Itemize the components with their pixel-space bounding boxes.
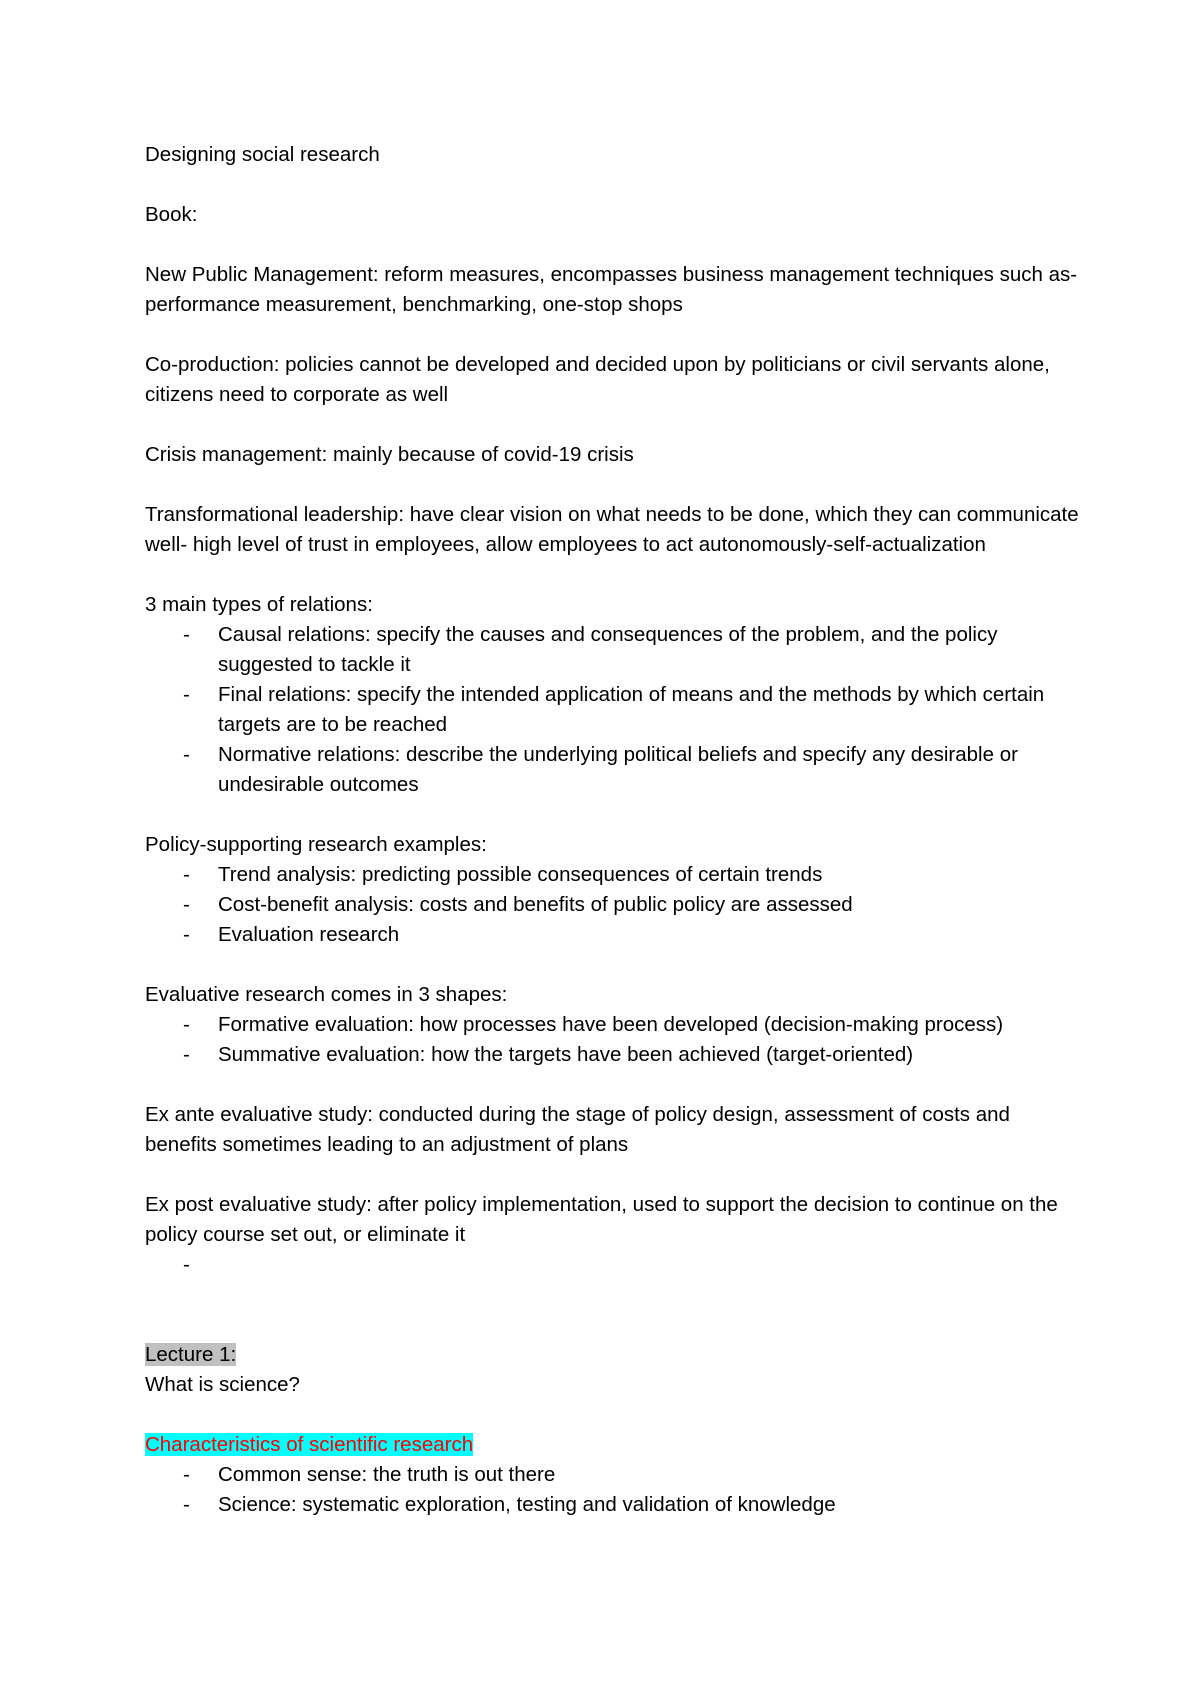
blank-line (145, 1280, 1085, 1310)
list-item-text: Causal relations: specify the causes and consequences of the problem, and the policy suggested to tackle it (218, 623, 998, 676)
relations-list (145, 620, 1085, 800)
evaluative-shapes-list (145, 1010, 1085, 1070)
dash-bullet: - (183, 923, 190, 946)
empty-dash-list (145, 1250, 1085, 1280)
list-item (145, 680, 1085, 740)
characteristics-heading-line (145, 1430, 1085, 1460)
list-item (145, 1040, 1085, 1070)
paragraph-ex-post: Ex post evaluative study: after policy implementation, used to support the decision to continue on the policy course set out, or eliminate it (145, 1193, 1058, 1246)
list-item (145, 1250, 1085, 1280)
list-item-text: Evaluation research (218, 923, 400, 946)
paragraph-npm: New Public Management: reform measures, encompasses business management techniques such as- performance measurement, benchmarking, one-stop shops (145, 263, 1078, 316)
list-item-text: Normative relations: describe the underlying political beliefs and specify any desirable or undesirable outcomes (218, 743, 1018, 796)
list-item (145, 890, 1085, 920)
list-item-text: Final relations: specify the intended application of means and the methods by which certain targets are to be reached (218, 683, 1045, 736)
paragraph-ex-ante: Ex ante evaluative study: conducted during the stage of policy design, assessment of costs and benefits sometimes leading to an adjustment of plans (145, 1103, 1010, 1156)
policy-supporting-heading: Policy-supporting research examples: (145, 833, 487, 856)
dash-bullet: - (183, 1253, 190, 1276)
characteristics-list (145, 1460, 1085, 1520)
list-item-text: Summative evaluation: how the targets have been achieved (target-oriented) (218, 1043, 914, 1066)
list-item (145, 1460, 1085, 1490)
dash-bullet: - (183, 743, 190, 766)
list-item-text: Common sense: the truth is out there (218, 1463, 556, 1486)
lecture-question: What is science? (145, 1373, 300, 1396)
dash-bullet: - (183, 683, 190, 706)
list-item (145, 920, 1085, 950)
list-item (145, 1490, 1085, 1520)
dash-bullet: - (183, 1043, 190, 1066)
evaluative-shapes-heading: Evaluative research comes in 3 shapes: (145, 983, 508, 1006)
list-item (145, 1010, 1085, 1040)
dash-bullet: - (183, 1493, 190, 1516)
dash-bullet: - (183, 893, 190, 916)
lecture-label: Lecture 1: (145, 1343, 237, 1366)
list-item (145, 620, 1085, 680)
characteristics-heading: Characteristics of scientific research (145, 1433, 474, 1456)
list-item-text: Cost-benefit analysis: costs and benefits of public policy are assessed (218, 893, 853, 916)
list-item-text: Science: systematic exploration, testing and validation of knowledge (218, 1493, 836, 1516)
dash-bullet: - (183, 1013, 190, 1036)
dash-bullet: - (183, 1463, 190, 1486)
policy-supporting-list (145, 860, 1085, 950)
document-title: Designing social research (145, 143, 380, 166)
relations-heading: 3 main types of relations: (145, 593, 373, 616)
lecture-label-line (145, 1340, 1085, 1370)
blank-line (145, 1310, 1085, 1340)
dash-bullet: - (183, 623, 190, 646)
paragraph-coproduction: Co-production: policies cannot be developed and decided upon by politicians or civil servants alone, citizens need to corporate as well (145, 353, 1050, 406)
list-item-text: Formative evaluation: how processes have been developed (decision-making process) (218, 1013, 1004, 1036)
list-item (145, 860, 1085, 890)
book-label: Book: (145, 203, 198, 226)
paragraph-crisis: Crisis management: mainly because of covid-19 crisis (145, 443, 634, 466)
list-item (145, 740, 1085, 800)
dash-bullet: - (183, 863, 190, 886)
list-item-text: Trend analysis: predicting possible consequences of certain trends (218, 863, 823, 886)
document-body (145, 140, 1085, 1550)
paragraph-transformational: Transformational leadership: have clear vision on what needs to be done, which they can communicate well- high level of trust in employees, allow employees to act autonomously-self-actualization (145, 503, 1079, 556)
